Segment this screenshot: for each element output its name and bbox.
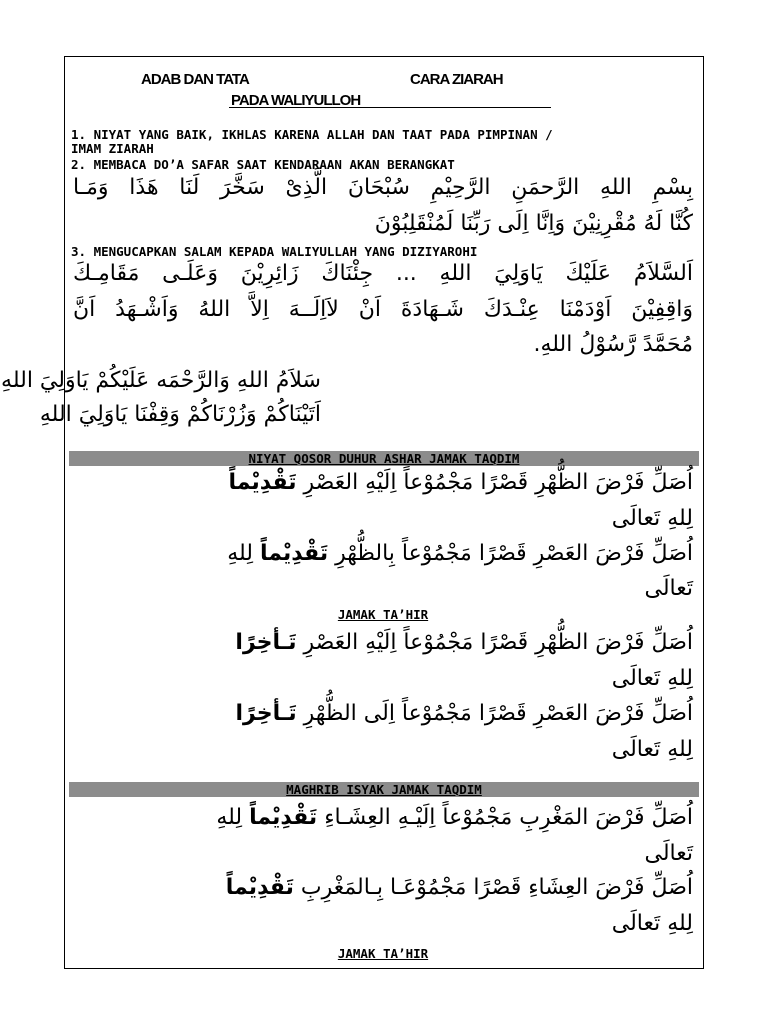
- section-bar-dzuhur-ashar-taqdim: NIYAT QOSOR DUHUR ASHAR JAMAK TAQDIM: [69, 451, 699, 466]
- document-frame: [1, 56, 704, 969]
- subsection-jamak-takhir-2: JAMAK TA’HIR: [337, 946, 429, 961]
- niyat-keyword: تَقْدِيْماً: [260, 541, 329, 566]
- subsection-jamak-takhir-1: JAMAK TA’HIR: [337, 607, 429, 622]
- doa-safar-line-2: كُنَّا لَهُ مُقْرِنِيْنَ وَاِنَّا اِلَى رَبِّنَا لَمُنْقَلِبُوْنَ: [374, 211, 693, 236]
- niyat-text: اُصَلِّ فَرْضَ المَغْرِبِ مَجْمُوْعاً اِلَيْـهِ العِشَـاءِ: [324, 805, 693, 830]
- title-underline: [229, 107, 551, 108]
- niyat-text: اُصَلِّ فَرْضَ العِشَاءِ قَصْرًا مَجْمُوْعَـا بِـالمَغْرِبِ: [300, 875, 693, 900]
- doa-safar-line-1: بِسْمِ اللهِ الرَّحمَنِ الرَّحِيْمِ سُبْحَانَ الَّذِىْ سَخَّرَ لَنَا هَذَا وَمَـا: [73, 175, 693, 200]
- niyat-keyword: تَـأخِرًا: [235, 701, 297, 726]
- item-2: 2. MEMBACA DO’A SAFAR SAAT KENDARAAN AKAN BERANGKAT: [71, 157, 455, 172]
- niyat-dzuhur-takhir-end: لِلهِ تَعالَى: [611, 666, 693, 691]
- title-subline: PADA WALIYULLOH: [231, 92, 361, 109]
- niyat-keyword: تَقْدِيْماً: [249, 805, 318, 830]
- niyat-keyword: تَقْدِيْماً: [228, 470, 297, 495]
- title-right: CARA ZIARAH: [410, 71, 503, 88]
- salam-line-3: مُحَمَّدً رَّسُوْلُ اللهِ.: [533, 332, 693, 357]
- salam-line-4: سَلاَمُ اللهِ وَالرَّحْمَه عَلَيْكُمْ يَاوَلِيَ اللهِ: [1, 368, 321, 393]
- niyat-text: لِلهِ: [216, 805, 243, 830]
- niyat-ashar-takhir-end: لِلهِ تَعالَى: [611, 737, 693, 762]
- niyat-ashar-taqdim: [227, 543, 693, 565]
- niyat-isya-taqdim-end: لِلهِ تَعالَى: [611, 911, 693, 936]
- niyat-maghrib-taqdim: [216, 807, 693, 829]
- salam-line-1: اَلسَّلاَمُ عَلَيْكَ يَاوَلِيَ اللهِ ... جِئْنَاكَ زَائِرِيْنَ وَعَلَـى مَقَامِـكَ: [73, 261, 693, 286]
- niyat-ashar-taqdim-end: تَعالَى: [644, 576, 693, 601]
- niyat-maghrib-taqdim-end: تَعالَى: [644, 841, 693, 866]
- niyat-dzuhur-taqdim: [228, 472, 693, 494]
- niyat-dzuhur-taqdim-end: لِلهِ تَعالَى: [611, 506, 693, 531]
- item-3: 3. MENGUCAPKAN SALAM KEPADA WALIYULLAH YANG DIZIYAROHI: [71, 244, 478, 259]
- niyat-text: اُصَلِّ فَرْضَ الظُّهْرِ قَصْرًا مَجْمُوْعاً اِلَيْهِ العَصْرِ: [303, 630, 693, 655]
- niyat-text: اُصَلِّ فَرْضَ العَصْرِ قَصْرًا مَجْمُوْعاً اِلَى الظُّهْرِ: [303, 701, 693, 726]
- title-left: ADAB DAN TATA: [141, 71, 249, 88]
- item-1-continuation: IMAM ZIARAH: [71, 141, 154, 156]
- salam-line-2: وَاقِفِيْنَ اَوْدَمْنَا عِنْـدَكَ شَـهَادَةَ اَنْ لاَاِلَــهَ اِلاَّ اللهُ وَاَشْـهَدُ اَنَّ: [73, 297, 693, 322]
- niyat-text: اُصَلِّ فَرْضَ الظُّهْرِ قَصْرًا مَجْمُوْعاً اِلَيْهِ العَصْرِ: [303, 470, 693, 495]
- niyat-keyword: تَقْدِيْماً: [225, 875, 294, 900]
- niyat-isya-taqdim: [226, 877, 693, 899]
- item-1: 1. NIYAT YANG BAIK, IKHLAS KARENA ALLAH DAN TAAT PADA PIMPINAN /: [71, 127, 553, 142]
- niyat-text: لِلهِ: [227, 541, 253, 566]
- niyat-dzuhur-takhir: [235, 632, 693, 654]
- section-bar-maghrib-isyak-taqdim: MAGHRIB ISYAK JAMAK TAQDIM: [69, 782, 699, 797]
- salam-line-5: اَتَيْنَاكُمْ وَزُرْنَاكُمْ وَقِفْنَا يَاوَلِيَ اللهِ: [39, 402, 321, 427]
- niyat-keyword: تَـأخِرًا: [235, 630, 297, 655]
- niyat-ashar-takhir: [236, 703, 693, 725]
- niyat-text: اُصَلِّ فَرْضَ العَصْرِ قَصْرًا مَجْمُوْعاً بِالظُّهْرِ: [335, 541, 693, 566]
